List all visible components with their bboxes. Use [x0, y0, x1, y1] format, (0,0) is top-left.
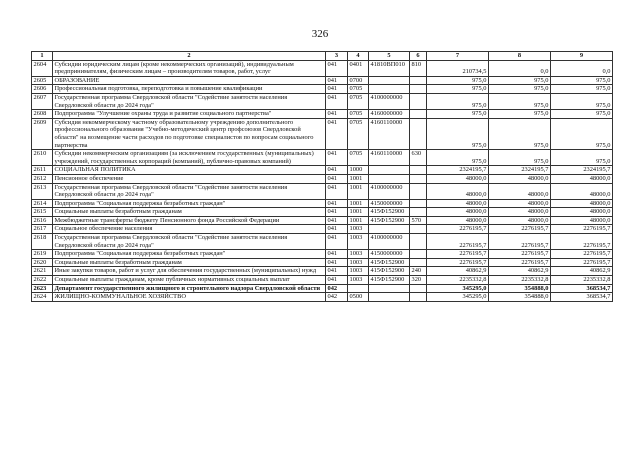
page-number: 326 [311, 28, 329, 40]
target-article-code: 4160110000 [369, 150, 410, 166]
amount-year-2: 2235332,8 [489, 276, 551, 285]
row-number: 2614 [32, 199, 53, 208]
row-number: 2616 [32, 216, 53, 225]
target-article-code [369, 174, 410, 183]
expense-type-code [410, 284, 427, 293]
amount-year-2: 975,0 [489, 93, 551, 109]
amount-year-3: 975,0 [551, 118, 613, 149]
amount-year-3: 975,0 [551, 76, 613, 85]
target-article-code [369, 284, 410, 293]
target-article-code: 4160000000 [369, 110, 410, 119]
section-code: 1001 [348, 216, 369, 225]
ministry-code: 041 [326, 85, 348, 94]
column-header: 4 [348, 52, 369, 61]
target-article-code: 4100000000 [369, 234, 410, 250]
expense-type-code [410, 225, 427, 234]
table-row [32, 276, 613, 285]
amount-year-1: 48000,0 [427, 208, 489, 217]
expense-type-code [410, 93, 427, 109]
row-number: 2604 [32, 60, 53, 76]
row-name: Субсидии некоммерческим организациям (за исключением государственных (муниципальных) учреждений, государственных корпораций (компаний), публично-правовых компаний) [53, 150, 326, 166]
column-header: 7 [427, 52, 489, 61]
table-row [32, 118, 613, 149]
expense-type-code [410, 118, 427, 149]
amount-year-1: 345295,0 [427, 293, 489, 302]
ministry-code: 041 [326, 110, 348, 119]
table-row [32, 174, 613, 183]
row-name: Государственная программа Свердловской области "Содействие занятости населения Свердловской области до 2024 года" [53, 183, 326, 199]
amount-year-2: 2276195,7 [489, 258, 551, 267]
section-code: 1001 [348, 199, 369, 208]
table-row [32, 225, 613, 234]
amount-year-1: 2276195,7 [427, 234, 489, 250]
row-number: 2621 [32, 267, 53, 276]
expense-type-code [410, 234, 427, 250]
target-article-code: 4100000000 [369, 183, 410, 199]
ministry-code: 041 [326, 234, 348, 250]
table-row [32, 183, 613, 199]
row-number: 2622 [32, 276, 53, 285]
row-number: 2612 [32, 174, 53, 183]
row-name: Социальные выплаты безработным гражданам [53, 258, 326, 267]
row-number: 2619 [32, 250, 53, 259]
ministry-code: 041 [326, 150, 348, 166]
amount-year-1: 345295,0 [427, 284, 489, 293]
amount-year-2: 48000,0 [489, 183, 551, 199]
amount-year-2: 2324195,7 [489, 166, 551, 175]
table-row [32, 258, 613, 267]
target-article-code [369, 85, 410, 94]
target-article-code [369, 166, 410, 175]
amount-year-3: 40862,9 [551, 267, 613, 276]
target-article-code: 415Ф152900 [369, 208, 410, 217]
amount-year-1: 975,0 [427, 150, 489, 166]
table-row [32, 250, 613, 259]
target-article-code [369, 76, 410, 85]
row-number: 2623 [32, 284, 53, 293]
amount-year-2: 354888,0 [489, 293, 551, 302]
row-name: Пенсионное обеспечение [53, 174, 326, 183]
amount-year-3: 975,0 [551, 93, 613, 109]
amount-year-1: 48000,0 [427, 199, 489, 208]
amount-year-3: 368534,7 [551, 293, 613, 302]
target-article-code [369, 293, 410, 302]
table-row [32, 93, 613, 109]
amount-year-1: 2235332,8 [427, 276, 489, 285]
amount-year-3: 975,0 [551, 150, 613, 166]
amount-year-2: 40862,9 [489, 267, 551, 276]
amount-year-3: 975,0 [551, 110, 613, 119]
ministry-code: 041 [326, 174, 348, 183]
budget-table [31, 51, 613, 302]
section-code [348, 284, 369, 293]
row-number: 2613 [32, 183, 53, 199]
ministry-code: 041 [326, 93, 348, 109]
section-code: 0705 [348, 85, 369, 94]
row-number: 2610 [32, 150, 53, 166]
target-article-code: 4150000000 [369, 250, 410, 259]
amount-year-1: 975,0 [427, 110, 489, 119]
amount-year-3: 2235332,8 [551, 276, 613, 285]
amount-year-2: 975,0 [489, 118, 551, 149]
amount-year-3: 2324195,7 [551, 166, 613, 175]
section-code: 1003 [348, 276, 369, 285]
column-header: 2 [53, 52, 326, 61]
amount-year-3: 2276195,7 [551, 250, 613, 259]
amount-year-3: 48000,0 [551, 216, 613, 225]
amount-year-1: 2324195,7 [427, 166, 489, 175]
section-code: 1001 [348, 183, 369, 199]
target-article-code: 41810ВП010 [369, 60, 410, 76]
table-row [32, 199, 613, 208]
amount-year-2: 2276195,7 [489, 225, 551, 234]
expense-type-code [410, 85, 427, 94]
column-header: 8 [489, 52, 551, 61]
target-article-code: 415Ф152900 [369, 276, 410, 285]
section-code: 0705 [348, 93, 369, 109]
table-row [32, 216, 613, 225]
expense-type-code [410, 166, 427, 175]
row-name: Подпрограмма "Улучшение охраны труда и развитие социального партнерства" [53, 110, 326, 119]
row-name: Государственная программа Свердловской области "Содействие занятости населения Свердловской области до 2024 года" [53, 234, 326, 250]
table-row [32, 293, 613, 302]
table-header-row [32, 52, 613, 61]
amount-year-2: 48000,0 [489, 199, 551, 208]
expense-type-code [410, 258, 427, 267]
expense-type-code [410, 174, 427, 183]
table-row [32, 60, 613, 76]
table-row [32, 110, 613, 119]
section-code: 1003 [348, 225, 369, 234]
row-name: Подпрограмма "Социальная поддержка безработных граждан" [53, 250, 326, 259]
amount-year-2: 2276195,7 [489, 250, 551, 259]
section-code: 0705 [348, 150, 369, 166]
section-code: 1001 [348, 208, 369, 217]
row-name: Межбюджетные трансферты бюджету Пенсионного фонда Российской Федерации [53, 216, 326, 225]
amount-year-1: 210734,5 [427, 60, 489, 76]
table-row [32, 267, 613, 276]
amount-year-1: 2276195,7 [427, 225, 489, 234]
row-name: Социальные выплаты безработным гражданам [53, 208, 326, 217]
table-row [32, 284, 613, 293]
amount-year-1: 48000,0 [427, 183, 489, 199]
amount-year-1: 975,0 [427, 93, 489, 109]
target-article-code: 415Ф152900 [369, 216, 410, 225]
section-code: 1003 [348, 250, 369, 259]
row-name: Социальное обеспечение населения [53, 225, 326, 234]
table-row [32, 166, 613, 175]
amount-year-3: 0,0 [551, 60, 613, 76]
section-code: 0401 [348, 60, 369, 76]
column-header: 1 [32, 52, 53, 61]
row-name: Субсидия некоммерческому частному образовательному учреждению дополнительного профессионального образования "Учебно-методический центр профсоюзов Свердловской области" на возмещение части расходов по подготовке специалистов по вопросам социального партнерства [53, 118, 326, 149]
table-row [32, 76, 613, 85]
column-header: 9 [551, 52, 613, 61]
amount-year-1: 40862,9 [427, 267, 489, 276]
expense-type-code: 240 [410, 267, 427, 276]
ministry-code: 042 [326, 293, 348, 302]
row-name: ОБРАЗОВАНИЕ [53, 76, 326, 85]
amount-year-1: 975,0 [427, 76, 489, 85]
row-name: Социальные выплаты гражданам, кроме публичных нормативных социальных выплат [53, 276, 326, 285]
ministry-code: 041 [326, 76, 348, 85]
section-code: 0705 [348, 118, 369, 149]
row-name: Департамент государственного жилищного и строительного надзора Свердловской области [53, 284, 326, 293]
amount-year-2: 975,0 [489, 85, 551, 94]
section-code: 0700 [348, 76, 369, 85]
expense-type-code [410, 199, 427, 208]
amount-year-1: 48000,0 [427, 174, 489, 183]
ministry-code: 041 [326, 60, 348, 76]
amount-year-2: 48000,0 [489, 208, 551, 217]
target-article-code [369, 225, 410, 234]
expense-type-code: 570 [410, 216, 427, 225]
row-name: Иные закупки товаров, работ и услуг для обеспечения государственных (муниципальных) нужд [53, 267, 326, 276]
section-code: 1000 [348, 166, 369, 175]
row-number: 2611 [32, 166, 53, 175]
amount-year-3: 2276195,7 [551, 225, 613, 234]
section-code: 1001 [348, 174, 369, 183]
amount-year-1: 975,0 [427, 118, 489, 149]
amount-year-3: 975,0 [551, 85, 613, 94]
ministry-code: 041 [326, 183, 348, 199]
ministry-code: 041 [326, 199, 348, 208]
target-article-code: 415Ф152900 [369, 267, 410, 276]
amount-year-1: 48000,0 [427, 216, 489, 225]
column-header: 3 [326, 52, 348, 61]
row-number: 2617 [32, 225, 53, 234]
target-article-code: 4160110000 [369, 118, 410, 149]
row-name: Профессиональная подготовка, переподготовка и повышение квалификации [53, 85, 326, 94]
amount-year-3: 48000,0 [551, 174, 613, 183]
ministry-code: 041 [326, 216, 348, 225]
expense-type-code [410, 110, 427, 119]
table-row [32, 85, 613, 94]
ministry-code: 041 [326, 166, 348, 175]
row-name: ЖИЛИЩНО-КОММУНАЛЬНОЕ ХОЗЯЙСТВО [53, 293, 326, 302]
amount-year-2: 354888,0 [489, 284, 551, 293]
amount-year-3: 2276195,7 [551, 258, 613, 267]
amount-year-2: 975,0 [489, 76, 551, 85]
ministry-code: 041 [326, 225, 348, 234]
row-name: Подпрограмма "Социальная поддержка безработных граждан" [53, 199, 326, 208]
amount-year-1: 2276195,7 [427, 250, 489, 259]
target-article-code: 415Ф152900 [369, 258, 410, 267]
section-code: 1003 [348, 258, 369, 267]
ministry-code: 041 [326, 276, 348, 285]
row-number: 2620 [32, 258, 53, 267]
expense-type-code: 630 [410, 150, 427, 166]
expense-type-code [410, 76, 427, 85]
amount-year-3: 368534,7 [551, 284, 613, 293]
section-code: 1003 [348, 234, 369, 250]
column-header: 5 [369, 52, 410, 61]
expense-type-code: 320 [410, 276, 427, 285]
ministry-code: 041 [326, 118, 348, 149]
expense-type-code [410, 293, 427, 302]
amount-year-2: 975,0 [489, 150, 551, 166]
amount-year-3: 2276195,7 [551, 234, 613, 250]
expense-type-code [410, 183, 427, 199]
row-number: 2615 [32, 208, 53, 217]
amount-year-2: 975,0 [489, 110, 551, 119]
target-article-code: 4100000000 [369, 93, 410, 109]
column-header: 6 [410, 52, 427, 61]
section-code: 0705 [348, 110, 369, 119]
target-article-code: 4150000000 [369, 199, 410, 208]
amount-year-3: 48000,0 [551, 183, 613, 199]
row-name: СОЦИАЛЬНАЯ ПОЛИТИКА [53, 166, 326, 175]
amount-year-1: 975,0 [427, 85, 489, 94]
expense-type-code [410, 250, 427, 259]
amount-year-1: 2276195,7 [427, 258, 489, 267]
row-number: 2607 [32, 93, 53, 109]
row-number: 2606 [32, 85, 53, 94]
ministry-code: 041 [326, 208, 348, 217]
row-number: 2608 [32, 110, 53, 119]
ministry-code: 041 [326, 258, 348, 267]
section-code: 1003 [348, 267, 369, 276]
table-row [32, 150, 613, 166]
amount-year-3: 48000,0 [551, 199, 613, 208]
expense-type-code: 810 [410, 60, 427, 76]
ministry-code: 041 [326, 267, 348, 276]
amount-year-2: 0,0 [489, 60, 551, 76]
expense-type-code [410, 208, 427, 217]
row-number: 2618 [32, 234, 53, 250]
amount-year-2: 2276195,7 [489, 234, 551, 250]
amount-year-2: 48000,0 [489, 216, 551, 225]
row-number: 2605 [32, 76, 53, 85]
table-row [32, 208, 613, 217]
section-code: 0500 [348, 293, 369, 302]
row-name: Государственная программа Свердловской области "Содействие занятости населения Свердловской области до 2024 года" [53, 93, 326, 109]
ministry-code: 042 [326, 284, 348, 293]
row-name: Субсидии юридическим лицам (кроме некоммерческих организаций), индивидуальным предпринимателям, физическим лицам – производителям товаров, работ, услуг [53, 60, 326, 76]
table-row [32, 234, 613, 250]
amount-year-2: 48000,0 [489, 174, 551, 183]
row-number: 2609 [32, 118, 53, 149]
amount-year-3: 48000,0 [551, 208, 613, 217]
row-number: 2624 [32, 293, 53, 302]
ministry-code: 041 [326, 250, 348, 259]
